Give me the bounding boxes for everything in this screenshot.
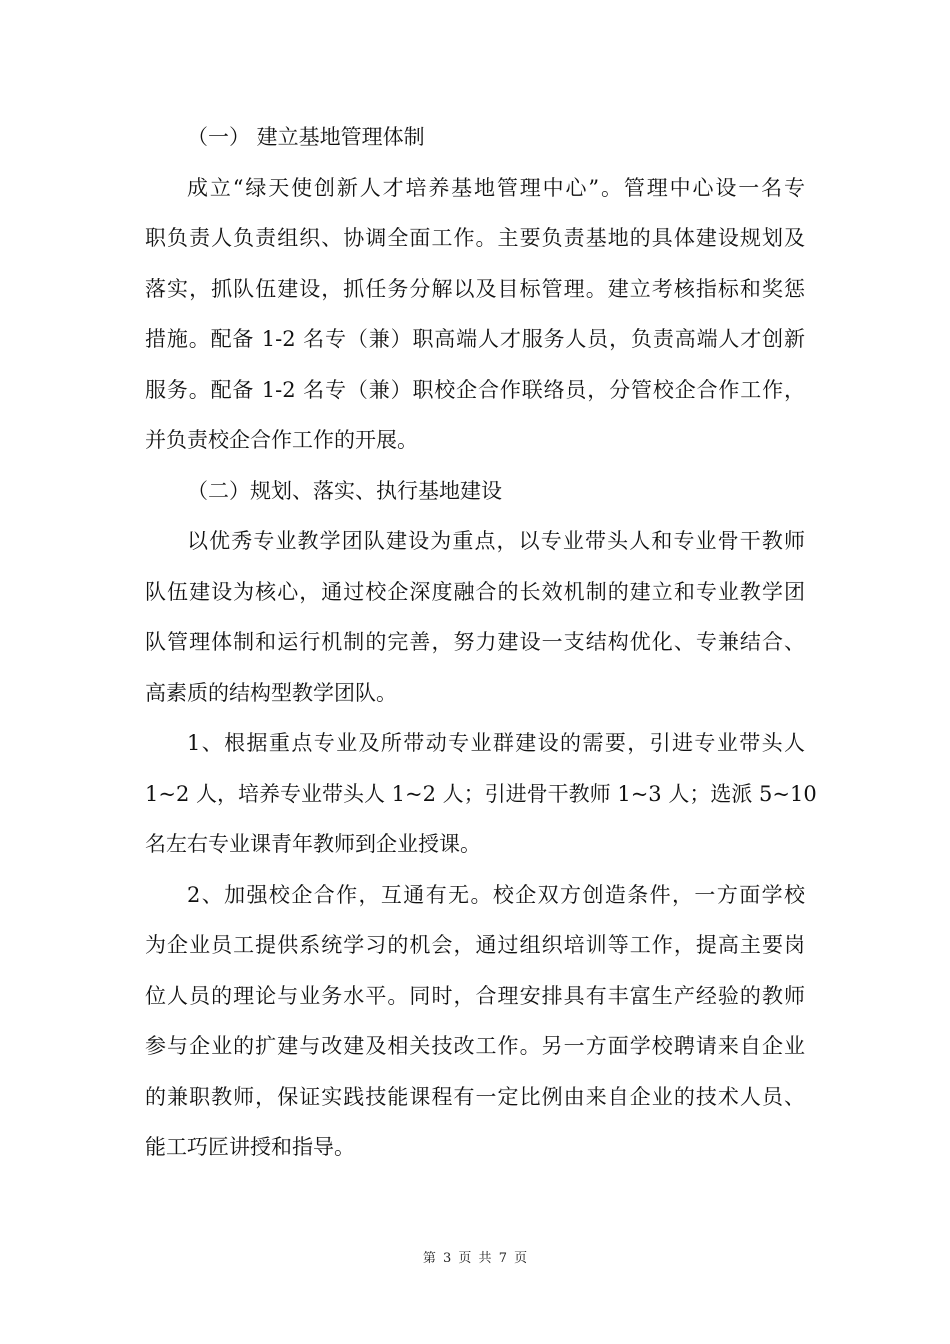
text-line: （二）规划、落实、执行基地建设 [187, 478, 502, 503]
text-line: 为企业员工提供系统学习的机会，通过组织培训等工作，提高主要岗 [145, 933, 805, 957]
text-line: 参与企业的扩建与改建及相关技改工作。另一方面学校聘请来自企业 [145, 1034, 805, 1058]
text-line: 的兼职教师，保证实践技能课程有一定比例由来自企业的技术人员、 [145, 1084, 805, 1109]
text-line: 成立“绿天使创新人才培养基地管理中心”。管理中心设一名专 [187, 175, 805, 200]
text-line: 措施。配备 1-2 名专（兼）职高端人才服务人员，负责高端人才创新 [145, 327, 805, 351]
text-line: 队管理体制和运行机制的完善，努力建设一支结构优化、专兼结合、 [145, 630, 805, 654]
text-line: 高素质的结构型教学团队。 [145, 680, 397, 705]
text-line: 以优秀专业教学团队建设为重点，以专业带头人和专业骨干教师 [187, 529, 805, 553]
text-line: 名左右专业课青年教师到企业授课。 [145, 832, 481, 856]
text-line: 职负责人负责组织、协调全面工作。主要负责基地的具体建设规划及 [145, 226, 805, 250]
text-line: 能工巧匠讲授和指导。 [145, 1135, 355, 1159]
text-line: 位人员的理论与业务水平。同时，合理安排具有丰富生产经验的教师 [145, 983, 805, 1008]
text-line: 并负责校企合作工作的开展。 [145, 428, 418, 452]
text-line: 服务。配备 1-2 名专（兼）职校企合作联络员，分管校企合作工作， [145, 377, 805, 402]
text-line: 2、加强校企合作，互通有无。校企双方创造条件，一方面学校 [187, 882, 805, 907]
text-line: 队伍建设为核心，通过校企深度融合的长效机制的建立和专业教学团 [145, 579, 805, 604]
page-footer: 第 3 页 共 7 页 [422, 1251, 528, 1266]
text-line: （一） 建立基地管理体制 [187, 125, 425, 149]
text-line: 1、根据重点专业及所带动专业群建设的需要，引进专业带头人 [187, 731, 805, 755]
text-line: 落实，抓队伍建设，抓任务分解以及目标管理。建立考核指标和奖惩 [145, 276, 805, 301]
document-body [145, 112, 817, 1173]
text-line: 1~2 人，培养专业带头人 1~2 人；引进骨干教师 1~3 人；选派 5~10 [145, 781, 817, 806]
